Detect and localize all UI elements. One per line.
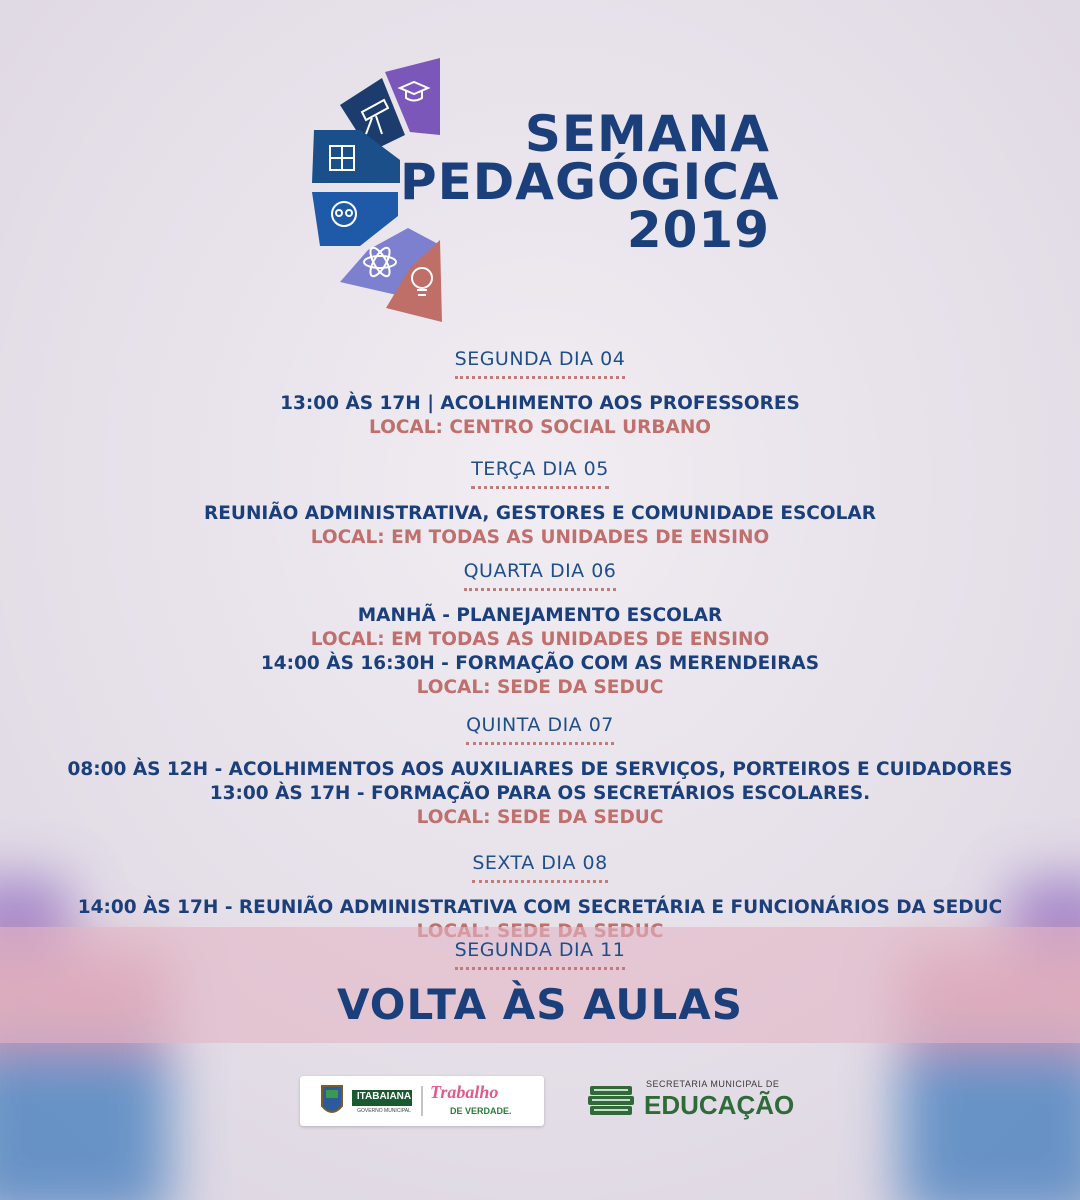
itabaiana-logo: [300, 1076, 544, 1126]
books-icon: [586, 1076, 636, 1126]
event-location: LOCAL: EM TODAS AS UNIDADES DE ENSINO: [310, 629, 770, 650]
city-subtitle: GOVERNO MUNICIPAL: [357, 1108, 411, 1114]
event-location: LOCAL: CENTRO SOCIAL URBANO: [368, 417, 712, 438]
city-name: ITABAIANA: [356, 1091, 412, 1102]
day-heading: SEGUNDA DIA 04: [455, 348, 626, 379]
schedule-day-block: [0, 458, 1080, 560]
day-heading: QUARTA DIA 06: [464, 560, 617, 591]
event-location: LOCAL: SEDE DA SEDUC: [416, 677, 664, 698]
slogan-sub: DE VERDADE.: [450, 1106, 512, 1116]
day-heading: TERÇA DIA 05: [471, 458, 609, 489]
highlight-day: SEGUNDA DIA 11: [455, 939, 626, 970]
schedule-day-block: [0, 348, 1080, 458]
secretaria-name: EDUCAÇÃO: [644, 1090, 795, 1120]
city-crest-icon: [300, 1076, 544, 1126]
back-to-school-banner: [0, 927, 1080, 1043]
secretaria-educacao-logo: [586, 1076, 795, 1126]
secretaria-label: SECRETARIA MUNICIPAL DE: [646, 1079, 780, 1089]
event-location: LOCAL: SEDE DA SEDUC: [416, 807, 664, 828]
event-description: MANHÃ - PLANEJAMENTO ESCOLAR: [357, 605, 723, 626]
title-line-1: SEMANA: [524, 105, 770, 163]
schedule-day-block: [0, 560, 1080, 714]
event-description: 08:00 ÀS 12H - ACOLHIMENTOS AOS AUXILIARES DE SERVIÇOS, PORTEIROS E CUIDADORES: [67, 759, 1013, 780]
day-heading: QUINTA DIA 07: [466, 714, 614, 745]
event-description: REUNIÃO ADMINISTRATIVA, GESTORES E COMUNIDADE ESCOLAR: [204, 503, 876, 524]
day-heading: SEXTA DIA 08: [472, 852, 607, 883]
event-description: 13:00 ÀS 17H - FORMAÇÃO PARA OS SECRETÁRIOS ESCOLARES.: [209, 783, 871, 804]
slogan-main: Trabalho: [430, 1082, 499, 1102]
schedule: [0, 348, 1080, 944]
student-segment: [312, 192, 398, 246]
event-location: LOCAL: EM TODAS AS UNIDADES DE ENSINO: [310, 527, 770, 548]
title-line-2: PEDAGÓGICA: [400, 153, 780, 211]
schedule-day-block: [0, 714, 1080, 852]
title-year: 2019: [626, 201, 770, 259]
highlight-text: VOLTA ÀS AULAS: [336, 980, 743, 1029]
event-description: 14:00 ÀS 16:30H - FORMAÇÃO COM AS MERENDEIRAS: [260, 653, 820, 674]
event-title: [400, 105, 780, 259]
event-description: 13:00 ÀS 17H | ACOLHIMENTO AOS PROFESSORES: [280, 393, 800, 414]
event-description: 14:00 ÀS 17H - REUNIÃO ADMINISTRATIVA COM SECRETÁRIA E FUNCIONÁRIOS DA SEDUC: [77, 897, 1003, 918]
